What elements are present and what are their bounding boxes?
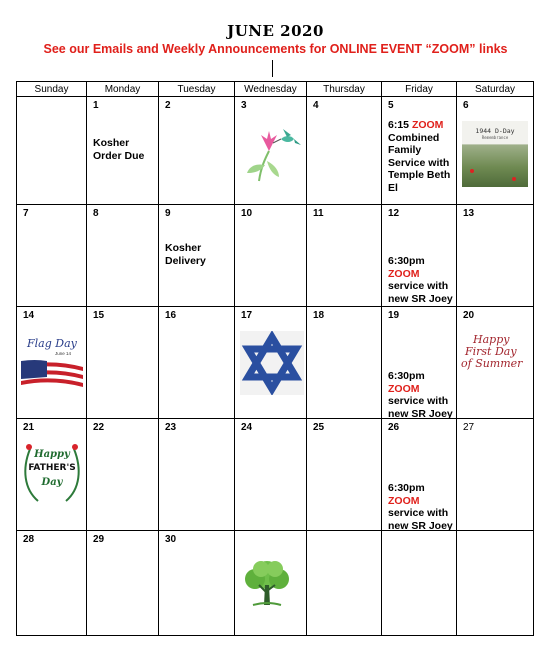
weekday-monday: Monday [87,82,159,97]
d-day-caption-sub: Remembrance [481,135,509,140]
zoom-label: ZOOM [411,119,444,131]
day-number: 19 [388,310,400,321]
event-description: service with new SR Joey [388,395,453,419]
day-cell-22 [87,419,159,531]
day-cell-23 [159,419,235,531]
day-cell-20 [457,307,534,419]
empty-day-cell [382,531,457,636]
empty-day-cell [235,531,307,636]
day-number: 28 [23,534,35,545]
day-number: 25 [313,422,325,433]
text-cursor [272,60,273,77]
day-number: 29 [93,534,105,545]
weekday-friday: Friday [382,82,457,97]
day-number: 12 [388,208,400,219]
weekday-sunday: Sunday [17,82,87,97]
kosher-order-due-note: Kosher Order Due [93,137,145,162]
day-number: 1 [93,100,99,111]
calendar-title: JUNE 2020 [227,22,324,40]
zoom-service-note [388,482,456,531]
day-cell-7 [17,205,87,307]
day-cell-8 [87,205,159,307]
day-cell-9 [159,205,235,307]
poppy-icon [512,177,516,181]
week-row [17,97,534,205]
day-cell-17 [235,307,307,419]
day-number: 3 [241,100,247,111]
first-day-of-summer-image [461,333,531,377]
day-cell-26 [382,419,457,531]
day-number: 16 [165,310,177,321]
event-time: 6:30pm [388,255,425,267]
day-number: 21 [23,422,35,433]
event-description: service with new SR Joey [388,280,453,305]
day-number: 27 [463,422,475,433]
event-time: 6:30pm [388,370,425,382]
weekday-wednesday: Wednesday [235,82,307,97]
day-cell-10 [235,205,307,307]
day-number: 10 [241,208,253,219]
day-cell-28 [17,531,87,636]
day-number: 17 [241,310,253,321]
day-cell-29 [87,531,159,636]
flag-day-image [21,333,83,389]
zoom-service-note [388,370,456,419]
day-number: 18 [313,310,325,321]
day-cell-4 [307,97,382,205]
zoom-label: ZOOM [388,382,420,395]
kosher-delivery-note: Kosher Delivery [165,242,206,267]
week-row [17,419,534,531]
day-cell-16 [159,307,235,419]
summer-line-2: First Day [465,345,517,358]
calendar-grid [16,81,534,636]
day-cell-24 [235,419,307,531]
star-of-david-image [240,331,304,395]
fathers-line-1: Happy [34,449,70,460]
day-cell-12 [382,205,457,307]
hummingbird-flower-icon [239,125,303,183]
day-number: 26 [388,422,400,433]
day-cell-18 [307,307,382,419]
combined-family-service-note [388,119,456,194]
day-number: 20 [463,310,475,321]
day-cell-3 [235,97,307,205]
american-flag-icon [21,357,83,389]
day-cell-30 [159,531,235,636]
weekday-tuesday: Tuesday [159,82,235,97]
event-time: 6:15 [388,119,412,131]
day-cell-19 [382,307,457,419]
day-number: 4 [313,100,319,111]
event-description: service with new SR Joey [388,507,453,531]
day-number: 30 [165,534,177,545]
star-of-david-icon [240,331,304,395]
event-description: Combined Family Service with Temple Beth El [388,131,451,194]
empty-day-cell [457,531,534,636]
day-number: 23 [165,422,177,433]
fathers-day-image [22,439,82,509]
day-cell-5 [382,97,457,205]
empty-day-cell [307,531,382,636]
zoom-links-notice: See our Emails and Weekly Announcements for ONLINE EVENT “ZOOM” links [43,42,508,56]
flag-day-caption: Flag Day [27,337,77,350]
day-cell-27 [457,419,534,531]
event-time: 6:30pm [388,482,425,494]
weekday-header-row [17,82,534,97]
summer-line-1: Happy [473,333,510,346]
fathers-line-2: FATHER'S [28,463,76,473]
day-cell-21 [17,419,87,531]
zoom-label: ZOOM [388,494,420,507]
day-cell-1 [87,97,159,205]
d-day-remembrance-image [462,121,528,187]
day-number: 15 [93,310,105,321]
day-number: 24 [241,422,253,433]
day-number: 8 [93,208,99,219]
day-number: 2 [165,100,171,111]
week-row [17,531,534,636]
day-cell-11 [307,205,382,307]
day-cell-2 [159,97,235,205]
day-number: 7 [23,208,29,219]
fathers-line-3: Day [41,477,63,488]
weekday-thursday: Thursday [307,82,382,97]
day-number: 11 [313,208,324,219]
day-number: 14 [23,310,35,321]
day-number: 6 [463,100,469,111]
day-number: 13 [463,208,475,219]
weekday-saturday: Saturday [457,82,534,97]
empty-day-cell [17,97,87,205]
tree-icon [239,555,295,611]
zoom-label: ZOOM [388,267,420,280]
day-number: 22 [93,422,105,433]
day-number: 5 [388,100,394,111]
week-row [17,205,534,307]
d-day-caption: 1944 D-Day [475,127,515,135]
day-cell-14 [17,307,87,419]
flag-day-date: June 14 [55,351,72,356]
poppy-icon [470,169,474,173]
zoom-service-note [388,255,456,307]
day-cell-13 [457,205,534,307]
summer-line-3: of Summer [461,357,523,370]
day-cell-6 [457,97,534,205]
day-cell-15 [87,307,159,419]
day-number: 9 [165,208,171,219]
week-row [17,307,534,419]
day-cell-25 [307,419,382,531]
